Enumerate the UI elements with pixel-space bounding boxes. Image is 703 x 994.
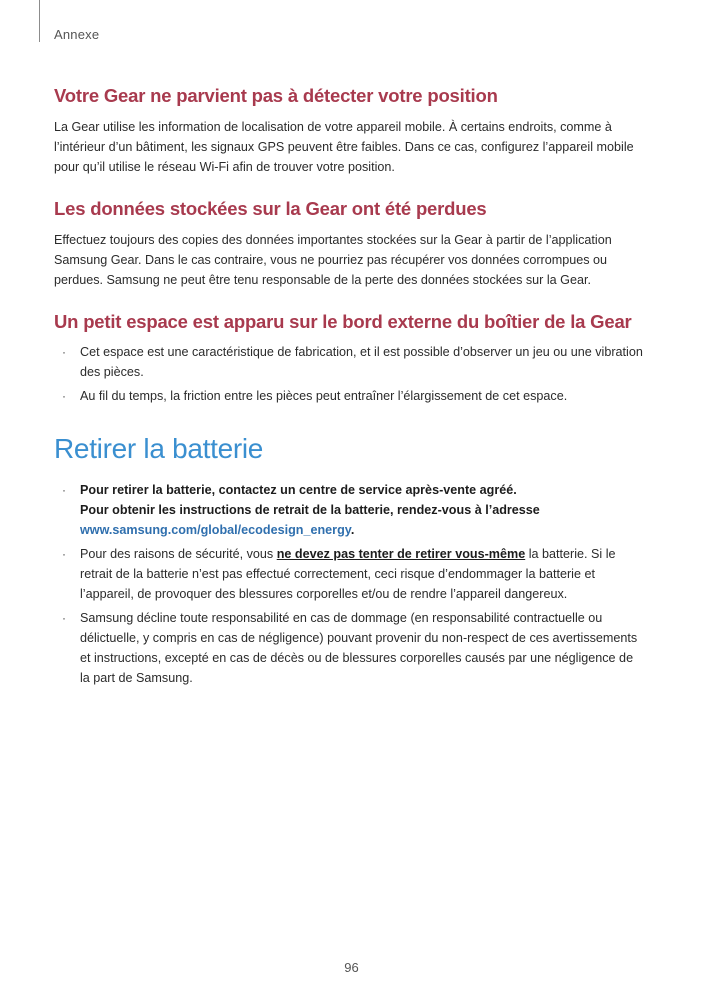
section-position xyxy=(54,84,644,177)
bullet-dot-icon: · xyxy=(62,611,66,625)
section-title-gap: Un petit espace est apparu sur le bord externe du boîtier de la Gear xyxy=(54,311,632,332)
bullet-dot-icon: · xyxy=(62,483,66,497)
list-item-text: Au fil du temps, la friction entre les pièces peut entraîner l’élargissement de cet espace. xyxy=(80,389,568,403)
page-number: 96 xyxy=(344,960,359,975)
safety-text-before: Pour des raisons de sécurité, vous xyxy=(80,547,277,561)
battery-instructions-text: Pour obtenir les instructions de retrait de la batterie, rendez-vous à l’adresse xyxy=(80,503,540,517)
section-title-data-lost: Les données stockées sur la Gear ont été perdues xyxy=(54,198,487,219)
main-heading-battery: Retirer la batterie xyxy=(54,433,264,464)
safety-warning-emphasis: ne devez pas tenter de retirer vous-même xyxy=(276,547,526,561)
section-data-lost xyxy=(54,197,644,290)
section-label: Annexe xyxy=(54,27,100,42)
section-body-position: La Gear utilise les information de localisation de votre appareil mobile. À certains endroits, comme à l’intérieur d’un bâtiment, les signaux GPS peuvent être faibles. Dans ce cas, configurez l’appareil mobile pour qu’il utilise le réseau Wi-Fi afin de trouver votre position. xyxy=(54,120,634,174)
list-item xyxy=(54,608,644,688)
page-content xyxy=(54,84,644,692)
list-item xyxy=(54,386,644,406)
bullet-dot-icon: · xyxy=(62,389,66,403)
list-item xyxy=(54,342,644,382)
list-item xyxy=(54,480,644,540)
section-body-data-lost: Effectuez toujours des copies des données importantes stockées sur la Gear à partir de l’application Samsung Gear. Dans le cas contraire, vous ne pourriez pas récupérer vos données corrompues ou perdues. Samsung ne peut être tenu responsable de la perte des données stockées sur la Gear. xyxy=(54,233,612,287)
gap-bullet-list xyxy=(54,342,644,406)
margin-rule xyxy=(39,0,40,42)
battery-bullet-list xyxy=(54,480,644,688)
battery-service-text: Pour retirer la batterie, contactez un centre de service après-vente agréé. xyxy=(80,483,517,497)
safety-text-after: la batterie. Si le retrait de la batterie n’est pas effectué correctement, ceci risque d’endommager la batterie et l’appareil, de provoquer des blessures corporelles et/ou de rendre l’appareil dangereux. xyxy=(80,547,616,601)
link-period: . xyxy=(350,523,355,537)
liability-text: Samsung décline toute responsabilité en cas de dommage (en responsabilité contractuelle ou délictuelle, y compris en cas de négligence) pouvant provenir du non-respect de ces avertissements et instructions, excepté en cas de décès ou de blessures corporelles causés par une négligence de la part de Samsung. xyxy=(80,611,638,685)
list-item-text: Cet espace est une caractéristique de fabrication, et il est possible d’observer un jeu ou une vibration des pièces. xyxy=(80,345,643,379)
section-gap xyxy=(54,310,644,406)
bullet-dot-icon: · xyxy=(62,547,66,561)
section-title-position: Votre Gear ne parvient pas à détecter votre position xyxy=(54,85,498,106)
ecodesign-link[interactable]: www.samsung.com/global/ecodesign_energy xyxy=(80,523,351,537)
bullet-dot-icon: · xyxy=(62,345,66,359)
list-item xyxy=(54,544,644,604)
